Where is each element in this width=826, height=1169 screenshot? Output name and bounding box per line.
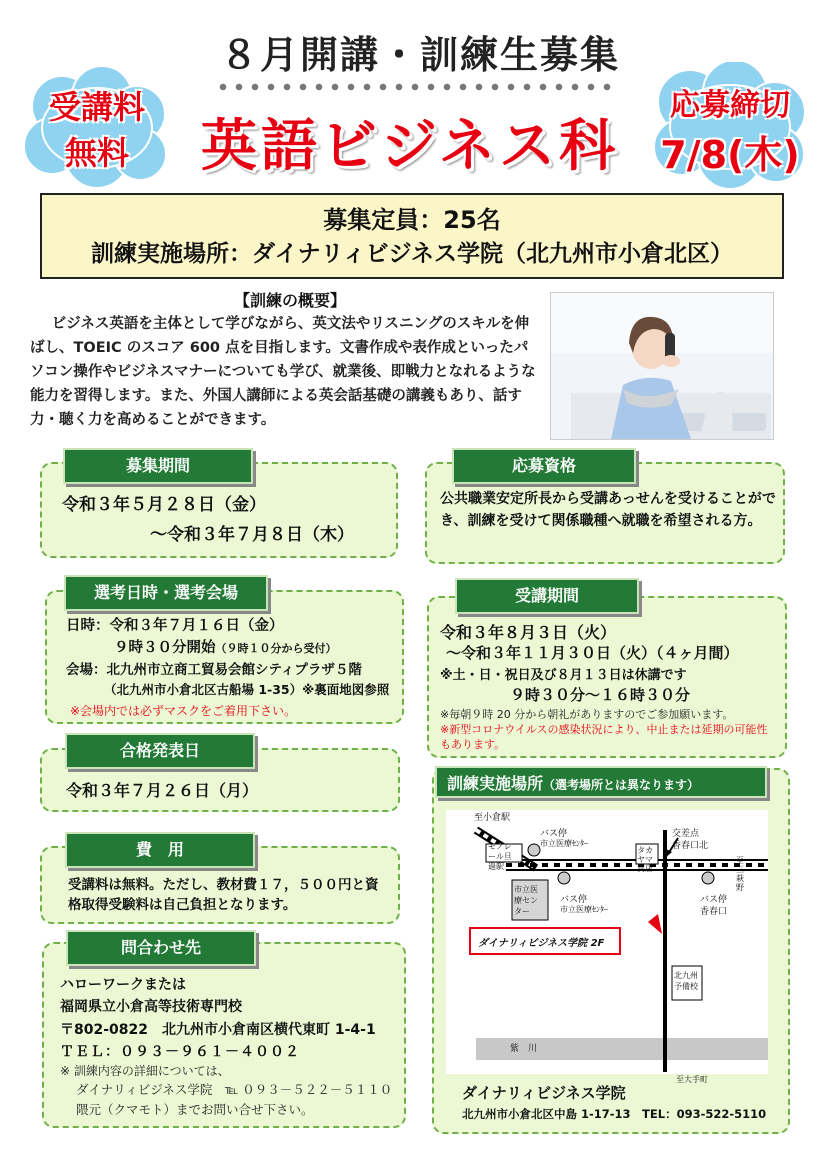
map-cross-title: 交差点 [672,829,700,839]
covid-note: ※新型コロナウイルスの感染状況により、中止または延期の可能性もあります。 [440,723,768,751]
map-bus3-title: バス停 [700,895,728,905]
map-river: 紫 川 [510,1044,538,1054]
map-bus2-title: バス停 [560,895,588,905]
capacity-text: 募集定員：25名 [323,206,501,234]
woman-on-phone-photo [550,292,774,440]
selection-start-time: ９時３０分開始 [114,640,216,656]
map-to-otemachi: 至大手町 [676,1075,708,1084]
map-monorail: モノレール旦過駅 [488,842,512,871]
contact-line1: ハローワークまたは [60,977,186,993]
contact-person: 隈元（クマモト）までお問い合せ下さい。 [76,1102,314,1117]
map-bus2-name: 市立医療ｾﾝﾀｰ [560,905,608,914]
fee-label: 費 用 [65,832,255,868]
cloud-badge-deadline [650,62,810,192]
result-date: 令和３年７月２６日（月） [66,781,259,800]
overview-heading: 【訓練の概要】 [233,291,346,310]
contact-tel: ＴＥＬ：０９３－９６１－４００２ [60,1044,300,1060]
result-label: 合格発表日 [65,733,255,769]
contact-note: ※ 訓練内容の詳細については、 [60,1064,230,1078]
map-bus1-title: バス停 [540,829,568,839]
contact-label: 問合わせ先 [66,930,256,966]
course-start: 令和３年８月３日（火） [440,623,617,642]
bus-stop-icon [528,844,540,856]
cloud-badge-fee [22,66,172,191]
cloud-fee-line1: 受講料 [48,88,145,126]
bus-stop-icon [558,872,570,884]
map-label-note: （選考場所とは異なります） [543,778,700,792]
holiday-note: ※土・日・祝日及び８月１３日は休講です [440,668,687,683]
contact-school: 福岡県立小倉高等技術専門校 [60,999,242,1015]
selection-time [114,636,337,657]
map-label-text: 訓練実施場所 [447,774,544,793]
cloud-deadline-line1: 応募締切 [670,88,790,123]
school-marker-icon [648,914,662,934]
selection-venue: 会場：北九州市立商工貿易会館シティプラザ５階 [66,662,362,678]
map-yobiko: 北九州予備校 [674,971,698,991]
map-to-mihagino: 至三萩野 [736,856,744,892]
map-hospital: 市立医療センター [514,885,538,916]
map-cross-name: 香春口北 [672,841,709,851]
contact-detail-tel: ダイナリィビジネス学院 ℡ ０９３－５２２－５１１０ [76,1082,393,1097]
overview-body: ビジネス英語を主体として学びながら、英文法やリスニングのスキルを伸ばし、TOEIC のスコア 600 点を目指します。文書作成や表作成といったパソコン操作やビジネスマナーについても学び、就業後、即戦力となれるような能力を習得します。また、外国人講師による英会話基礎の講義もあり、話す力・聴く力を高めることができます。 [30,316,536,428]
map-school-name: ダイナリィビジネス学院 [462,1084,626,1102]
recruit-period-end: ～令和３年７月８日（木） [150,525,354,545]
qualification-label: 応募資格 [452,448,636,484]
location-text: 訓練実施場所：ダイナリィビジネス学院（北九州市小倉北区） [91,241,733,267]
course-hours: ９時３０分～１６時３０分 [510,686,691,704]
mask-note: ※会場内では必ずマスクをご着用下さい。 [70,704,297,718]
map-to-kokura: 至小倉駅 [474,813,511,823]
morning-meeting-note: ※毎朝９時 20 分から朝礼がありますのでご参加願います。 [440,708,734,721]
map-bus1-name: 市立医療ｾﾝﾀｰ [540,839,588,848]
recruit-period-start: 令和３年５月２８日（金） [62,495,266,515]
recruit-period-label: 募集期間 [63,448,253,484]
page-title: 英語ビジネス科 [200,114,620,179]
info-banner [40,193,784,279]
selection-reception-note: （９時１０分から受付） [215,642,337,655]
subtitle: ８月開講・訓練生募集 [219,33,620,77]
course-end: ～令和３年１１月３０日（火）（４ヶ月間） [446,644,739,662]
cloud-deadline-line2: 7/8(木) [660,133,800,177]
dotted-divider [215,82,615,92]
selection-venue-address: （北九州市小倉北区古船場 1-35）※裏面地図参照 [104,682,390,697]
cloud-fee-line2: 無料 [64,134,129,172]
map-label [435,766,767,798]
selection-label: 選考日時・選考会場 [64,575,268,611]
map-takayama: タカヤマ質店 [637,846,653,873]
course-period-label: 受講期間 [455,578,639,614]
qualification-text: 公共職業安定所長から受講あっせんを受けることができ、訓練を受けて関係職種へ就職を希望される方。 [440,491,776,529]
map-school-address: 北九州市小倉北区中島 1-17-13 TEL：093-522-5110 [462,1107,767,1121]
map-bus3-name: 香春口 [700,907,728,917]
selection-date: 日時：令和３年７月１６日（金） [66,618,284,634]
bus-stop-icon [702,872,714,884]
map-school-tag: ダイナリィビジネス学院 2F [478,938,605,949]
fee-text: 受講料は無料。ただし、教材費１７，５００円と資格取得受験料は自己負担となります。 [68,877,379,913]
contact-address: 〒802-0822 北九州市小倉南区横代東町 1-4-1 [60,1022,376,1038]
